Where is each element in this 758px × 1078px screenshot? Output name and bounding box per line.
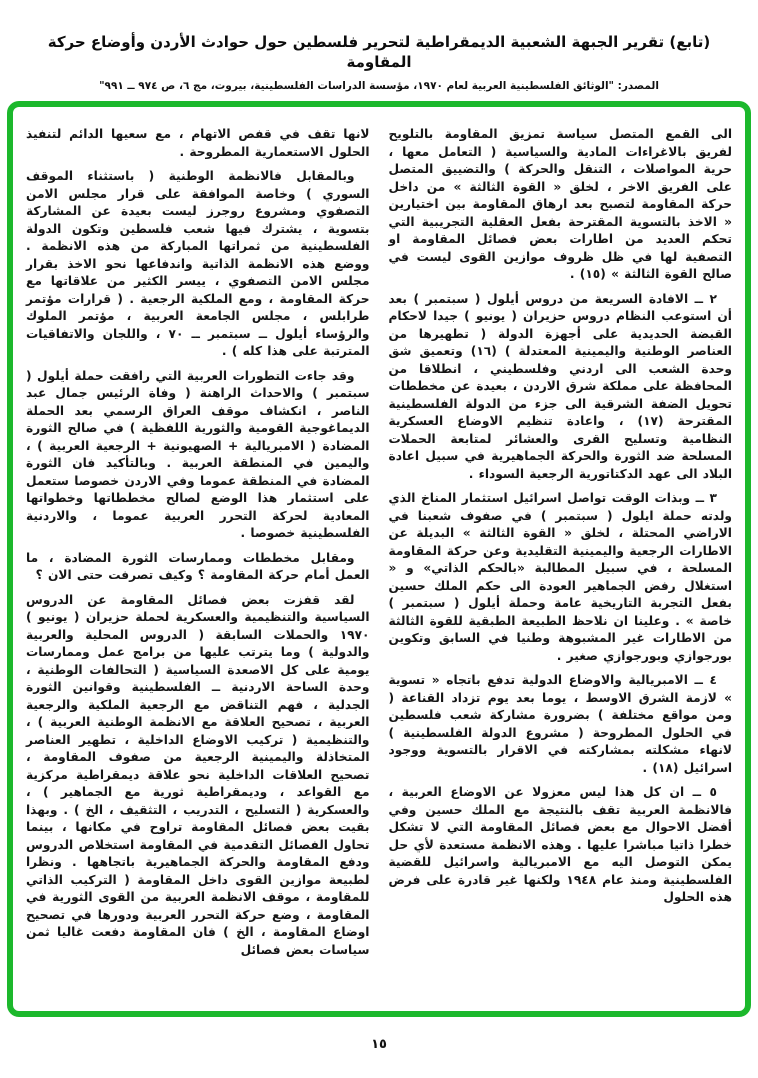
text-columns	[13, 107, 745, 1011]
text-column-left	[26, 126, 370, 1001]
paragraph: ومقابل مخططات وممارسات الثورة المضادة ، ما العمل أمام حركة المقاومة ؟ وكيف تصرفت حتى الان ؟	[26, 550, 370, 582]
paragraph: ٤ ــ الامبريالية والاوضاع الدولية تدفع باتجاه « تسوية » لازمة الشرق الاوسط ، يوما بعد يوم تزداد القناعة ( ومن مواقع مختلفة ) بضرورة مشاركة شعب فلسطين في الحلول المطروحة ( مشروع الدولة الفلسطينية ) لانهاء مشكلته بمشاركته في الاقرار بالتسوية ووجود اسرائيل (١٨) .	[388, 673, 732, 775]
paragraph: ٥ ــ ان كل هذا ليس معزولا عن الاوضاع العربية ، فالانظمة العربية تقف بالنتيجة مع الملك حسين وفي أفضل الاحوال مع بعض فصائل المقاومة التي لا تشكل خطرا ذاتيا مباشرا عليها . وهذه الانظمة مستعدة لأي حل يمكن التوصل اليه مع الامبريالية واسرائيل للقضية الفلسطينية ومنذ عام ١٩٤٨ ولكنها غير قادرة على فرض هذه الحلول	[388, 785, 732, 904]
source-citation: المصدر: "الوثائق الفلسطينية العربية لعام ١٩٧٠، مؤسسة الدراسات الفلسطينية، بيروت، مج ٦، ص ٩٧٤ ــ ٩٩١"	[99, 80, 659, 92]
paragraph: الى القمع المتصل سياسة تمزيق المقاومة بالتلويح لفريق بالاغراءات المادية والسياسية ( التعامل معها ، حرية المواصلات ، التنقل والحركة ) والتضييق المتصل على الفريق الاخر ، لخلق « القوة الثالثة » من داخل حركة المقاومة لتصبح بعد ارهاق المقاومة بين اختيارين « الاخذ بالتسوية المقترحة بفعل العقلية التجريبية التي تحكم العديد من اطارات بعض فصائل المقاومة او التصفية لها في ظل ظروف موازين القوى ليست في صالح القوة الثالثة » (١٥) .	[388, 127, 732, 281]
document-header	[0, 32, 758, 93]
paragraph: ٣ ــ وبذات الوقت تواصل اسرائيل استثمار المناخ الذي ولدته حملة ايلول ( سبتمبر ) في صفوف شعبنا في الاراضي المحتلة ، لخلق « القوة الثالثة » البديلة عن الاطارات الرجعية واليمينية التقليدية وعن حركة المقاومة المسلحة ، في سبيل المطالبة «بالحكم الذاتي» و « استغلال رفض الجماهير العودة الى حكم الملك حسين بفعل التجربة التاريخية عامة وحملة أيلول ( سبتمبر ) خاصة » . وعلينا ان نلاحظ الطبيعة الطبقية للقوة الثالثة من الاطارات غير المشبوهة وطنيا في السابق وتكوين بورجوازي وبورجوازي صغير .	[388, 491, 732, 663]
paragraph: لانها تقف في قفص الاتهام ، مع سعيها الدائم لتنفيذ الحلول الاستعمارية المطروحة .	[26, 127, 370, 159]
content-frame	[7, 101, 751, 1017]
paragraph: وبالمقابل فالانظمة الوطنية ( باستثناء الموقف السوري ) وخاصة الموافقة على قرار مجلس الامن التصفوي ومشروع روجرز ليست بعيدة عن المشاركة بتسوية ، يشترك فيها شعب فلسطين وتكون الدولة الفلسطينية من ثمراتها المباركة من هذه الانظمة . ووضع هذه الانظمة الذاتية واندفاعها نحو الاخذ بقرار مجلس الامن التصفوي ، ييسر الكثير من علاقاتها مع حركة المقاومة ، ومع الملكية الرجعية . ( قرارات مؤتمر طرابلس ، مجلس الجامعة العربية ، مؤتمر الملوك والرؤساء أيلول ــ سبتمبر ــ ٧٠ ، واللجان والاتفاقيات المترتبة على هذا كله ) .	[26, 169, 370, 358]
paragraph: لقد قفزت بعض فصائل المقاومة عن الدروس السياسية والتنظيمية والعسكرية لحملة حزيران ( يونيو ) ١٩٧٠ والحملات السابقة ( الدروس المحلية والعربية والدولية ) وما يترتب عليها من برامج عمل وممارسات يومية على كل الاصعدة السياسية ( التحالفات الوطنية ، وحدة الساحة الاردنية ــ الفلسطينية وقوانين الثورة الجدلية ، فهم التناقض مع الرجعية الملكية والرجعية العربية ، تصحيح العلاقة مع الانظمة الوطنية العربية ) ، والتنظيمية ( تركيب الاوضاع الداخلية ، تطهير العناصر المتخاذلة واليمينية الرجعية من صفوف المقاومة ، تصحيح العلاقات الداخلية نحو علاقة ديمقراطية مركزية مع القواعد ، وديمقراطية ثورية مع الجماهير ) ، والعسكرية ( التسليح ، التدريب ، التثقيف ، الخ ) . وبهذا بقيت بعض فصائل المقاومة تراوح في مكانها ، بينما تحاول الفصائل التقدمية في المقاومة استخلاص الدروس ودفع المقاومة والحركة الجماهيرية باتجاهها . ونظرا لطبيعة موازين القوى داخل المقاومة ( التركيب الذاتي للمقاومة ، موقف الانظمة العربية من القوى الثورية في المقاومة ، وضع حركة التحرر العربية ودورها في تصحيح اوضاع المقاومة ، الخ ) فان المقاومة دفعت غاليا ثمن سياسات بعض فصائل	[26, 592, 370, 957]
text-column-right	[389, 126, 733, 1001]
page-title: (تابع) تقرير الجبهة الشعبية الديمقراطية لتحرير فلسطين حول حوادث الأردن وأوضاع حركة المقاومة	[47, 33, 711, 71]
paragraph: ٢ ــ الافادة السريعة من دروس أيلول ( سبتمبر ) بعد أن استوعب النظام دروس حزيران ( يونيو ) جيدا لاحكام القبضة الحديدية على أجهزة الدولة ( تطهيرها من العناصر الوطنية واليمينية المعتدلة ) (١٦) وتعميق شق وحدة الشعب الى اردني وفلسطيني ، انطلاقا من المحافظة على مملكة شرق الاردن ، بعيدة عن مخططات تحويل الضفة الشرقية الى جزء من الدولة الفلسطينية المقترحة (١٧) ، واعادة تنظيم الاوضاع العسكرية النظامية وتسليح القرى والعشائر لمتابعة الحملات المسلحة ضد الثورة والحركة الجماهيرية في سبيل اعادة البلاد الى عهد الدكتاتورية الرجعية السوداء .	[388, 291, 732, 481]
page-number: ١٥	[371, 1037, 387, 1052]
paragraph: وقد جاءت التطورات العربية التي رافقت حملة أيلول ( سبتمبر ) والاحداث الراهنة ( وفاة الرئيس جمال عبد الناصر ، انكشاف موقف العراق الرسمي بعد الحملة الديماغوجية القومية والثورية اللفظية ) في صالح الثورة المضادة ( الامبريالية + الصهيونية + الرجعية العربية ) ، واليمين في المنطقة العربية . وبالتأكيد فان الثورة المضادة في المنطقة عموما وفي الاردن خصوصا ستعمل على استثمار هذا الوضع لصالح مخططاتها وخطواتها المعادية لحركة التحرر العربية عموما ، والاردنية الفلسطينية خصوصا .	[26, 368, 370, 540]
